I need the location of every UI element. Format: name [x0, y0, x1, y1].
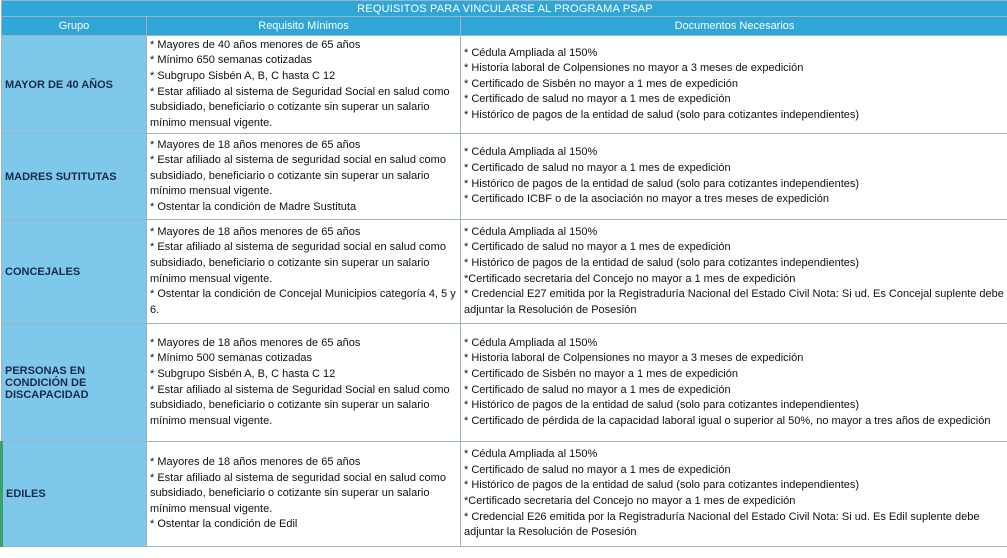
document-item: * Certificado de salud no mayor a 1 mes de expedición [464, 161, 731, 174]
requirement-item: * Mayores de 18 años menores de 65 años [150, 225, 361, 238]
document-item: * Cédula Ampliada al 150% [464, 448, 598, 461]
documents-cell [461, 442, 1007, 547]
table-title: REQUISITOS PARA VINCULARSE AL PROGRAMA PSAP [2, 1, 1007, 17]
group-cell: MAYOR DE 40 AÑOS [2, 36, 147, 134]
group-cell: PERSONAS EN CONDICIÓN DE DISCAPACIDAD [2, 324, 147, 442]
document-item: * Certificado de Sisbén no mayor a 1 mes de expedición [464, 367, 738, 380]
requirement-item: * Ostentar la condición de Concejal Municipios categoría 4, 5 y 6. [150, 288, 456, 316]
table-row [2, 220, 1007, 324]
group-cell: EDILES [2, 442, 147, 547]
document-item: *Certificado secretaria del Concejo no mayor a 1 mes de expedición [464, 272, 796, 285]
requirements-cell [147, 36, 461, 134]
document-item: * Certificado de pérdida de la capacidad laboral igual o superior al 50%, no mayor a tres años de expedición [464, 414, 991, 427]
document-item: * Certificado de salud no mayor a 1 mes de expedición [464, 93, 731, 106]
requirement-item: * Estar afiliado al sistema de Seguridad Social en salud como subsidiado, beneficiario o cotizante sin superar un salario mínimo mensual vigente. [150, 383, 450, 427]
requirements-cell [147, 442, 461, 547]
table-row [2, 442, 1007, 547]
table-row [2, 134, 1007, 220]
table-row [2, 324, 1007, 442]
document-item: * Certificado de salud no mayor a 1 mes de expedición [464, 383, 731, 396]
document-item: * Credencial E26 emitida por la Registraduría Nacional del Estado Civil Nota: Si ud. Es Edil suplente debe adjuntar la Resolución de Posesión [464, 510, 980, 539]
document-item: * Certificado de Sisbén no mayor a 1 mes de expedición [464, 77, 738, 90]
documents-cell [461, 36, 1007, 134]
documents-cell [461, 134, 1007, 220]
document-item: * Cédula Ampliada al 150% [464, 336, 598, 349]
requirement-item: * Estar afiliado al sistema de seguridad social en salud como subsidiado, beneficiario o cotizante sin superar un salario mínimo mensual vigente. [150, 241, 446, 285]
document-item: * Cédula Ampliada al 150% [464, 46, 598, 59]
document-item: * Histórico de pagos de la entidad de salud (solo para cotizantes independientes) [464, 177, 860, 190]
document-item: * Histórico de pagos de la entidad de salud (solo para cotizantes independientes) [464, 399, 860, 412]
column-header-grupo: Grupo [2, 17, 147, 36]
column-header-documentos: Documentos Necesarios [461, 17, 1007, 36]
requirements-cell [147, 324, 461, 442]
requirement-item: * Mayores de 40 años menores de 65 años [150, 38, 361, 51]
requirements-cell [147, 134, 461, 220]
document-item: * Cédula Ampliada al 150% [464, 225, 598, 238]
document-item: * Historia laboral de Colpensiones no mayor a 3 meses de expedición [464, 62, 804, 75]
requirement-item: * Ostentar la condición de Edil [150, 518, 298, 531]
document-item: * Historia laboral de Colpensiones no mayor a 3 meses de expedición [464, 352, 804, 365]
requirement-item: * Mayores de 18 años menores de 65 años [150, 138, 361, 151]
document-item: * Histórico de pagos de la entidad de salud (solo para cotizantes independientes) [464, 108, 860, 121]
requirement-item: * Subgrupo Sisbén A, B, C hasta C 12 [150, 69, 336, 82]
header-row [2, 17, 1007, 36]
document-item: * Certificado de salud no mayor a 1 mes de expedición [464, 241, 731, 254]
table-row [2, 36, 1007, 134]
requirement-item: * Mayores de 18 años menores de 65 años [150, 456, 361, 469]
column-header-requisitos: Requisito Mínimos [147, 17, 461, 36]
requirement-item: * Ostentar la condición de Madre Sustituta [150, 200, 357, 213]
requirement-item: * Mínimo 500 semanas cotizadas [150, 352, 313, 365]
requirement-item: * Subgrupo Sisbén A, B, C hasta C 12 [150, 367, 336, 380]
document-item: *Certificado secretaria del Concejo no mayor a 1 mes de expedición [464, 495, 796, 507]
requirement-item: * Mayores de 18 años menores de 65 años [150, 336, 361, 349]
document-item: * Cédula Ampliada al 150% [464, 146, 598, 159]
documents-cell [461, 220, 1007, 324]
table-title-row [2, 1, 1007, 17]
document-item: * Histórico de pagos de la entidad de salud (solo para cotizantes independientes) [464, 256, 860, 269]
group-cell: CONCEJALES [2, 220, 147, 324]
document-item: * Credencial E27 emitida por la Registraduría Nacional del Estado Civil Nota: Si ud. Es Concejal suplente debe adjuntar la Resolución de Posesión [464, 288, 1004, 316]
requirement-item: * Estar afiliado al sistema de seguridad social en salud como subsidiado, beneficiario o cotizante sin superar un salario mínimo mensual vigente. [150, 471, 446, 515]
document-item: * Certificado de salud no mayor a 1 mes de expedición [464, 463, 731, 476]
requirement-item: * Mínimo 650 semanas cotizadas [150, 54, 313, 67]
document-item: * Histórico de pagos de la entidad de salud (solo para cotizantes independientes) [464, 479, 860, 492]
document-item: * Certificado ICBF o de la asociación no mayor a tres meses de expedición [464, 193, 830, 206]
requirement-item: * Estar afiliado al sistema de Seguridad Social en salud como subsidiado, beneficiario o cotizante sin superar un salario mínimo mensual vigente. [150, 85, 450, 129]
documents-cell [461, 324, 1007, 442]
group-cell: MADRES SUTITUTAS [2, 134, 147, 220]
requirement-item: * Estar afiliado al sistema de seguridad social en salud como subsidiado, beneficiario o cotizante sin superar un salario mínimo mensual vigente. [150, 154, 446, 198]
requirements-cell [147, 220, 461, 324]
